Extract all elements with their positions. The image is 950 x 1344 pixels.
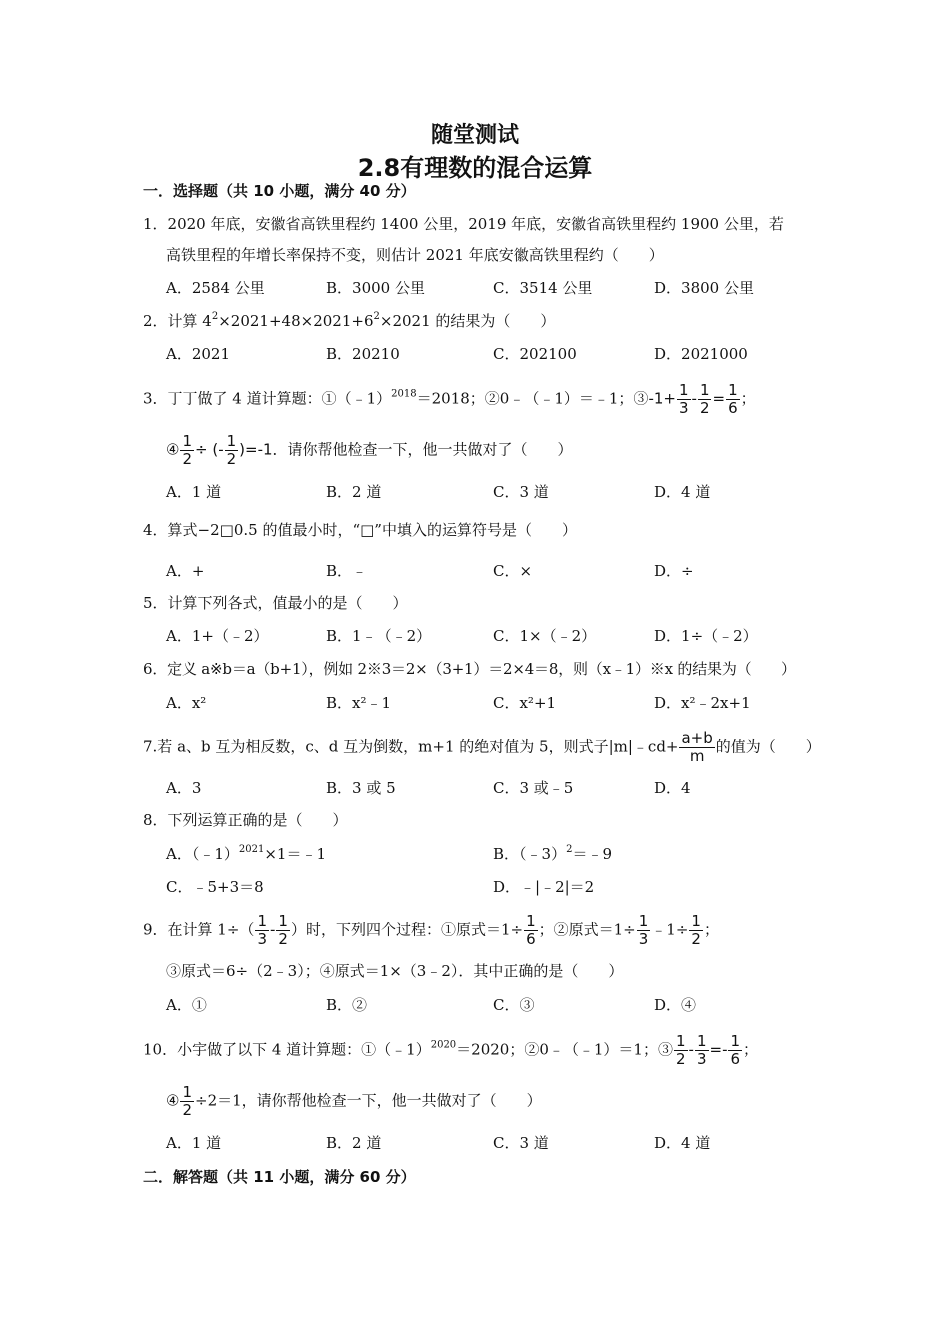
option-c[interactable]: C．3 或﹣5: [493, 779, 574, 797]
option-d[interactable]: D．÷: [654, 562, 694, 580]
question-5: 5．计算下列各式，值最小的是（ ）: [143, 594, 408, 612]
option-d[interactable]: D．④: [654, 996, 697, 1014]
option-b[interactable]: B．（﹣3）$^2$＝﹣9: [493, 844, 612, 863]
page-subtitle: 2.8有理数的混合运算: [357, 154, 593, 182]
page-title: 随堂测试: [430, 123, 519, 148]
option-d[interactable]: D．4 道: [654, 483, 711, 501]
question-2: [143, 309, 808, 333]
option-b[interactable]: B．﹣: [326, 562, 368, 580]
option-d[interactable]: D．﹣|﹣2|＝2: [493, 878, 595, 896]
q2-text-mid: ×2021+48×2021+6: [218, 312, 374, 330]
fraction: $\frac{1}{6}$: [730, 1032, 741, 1068]
question-10-line2: ④ $\frac{1}{2}$ ÷2＝1，请你帮他检查一下，他一共做对了（ ）: [166, 1083, 542, 1119]
option-c[interactable]: C．③: [493, 996, 535, 1014]
q7-text-post: 的值为（ ）: [715, 737, 821, 756]
question-3-line1: 3．丁丁做了 4 道计算题：①（﹣1）$^{2018}$＝2018；②0﹣（﹣1）＝﹣1；③-1+ $\frac{1}{3}$ - $\frac{1}{2}$ = $\frac{1}{6}$ ；: [143, 381, 756, 417]
question-7: [143, 729, 821, 765]
q3-text-pre: 3．丁丁做了 4 道计算题：①（﹣1）: [143, 389, 392, 408]
option-b[interactable]: B．x²﹣1: [326, 694, 392, 712]
question-7-options: [166, 776, 806, 800]
section-heading-choice: 一．选择题（共 10 小题，满分 40 分）: [143, 182, 416, 200]
question-1-line2: 高铁里程的年增长率保持不变，则估计 2021 年底安徽高铁里程约（ ）: [166, 246, 664, 264]
fraction: $\frac{1}{2}$: [699, 381, 710, 417]
option-c[interactable]: C．202100: [493, 345, 577, 363]
fraction: $\frac{1}{2}$: [278, 912, 288, 948]
question-9-options: [166, 993, 806, 1017]
option-c[interactable]: C．3514 公里: [493, 279, 593, 297]
option-c[interactable]: C．1×（﹣2）: [493, 627, 597, 645]
fraction: $\frac{1}{6}$: [526, 912, 536, 948]
option-b[interactable]: B．20210: [326, 345, 400, 363]
option-b[interactable]: B．1﹣（﹣2）: [326, 627, 432, 645]
option-d[interactable]: D．1÷（﹣2）: [654, 627, 758, 645]
question-9-line2: ③原式＝6÷（2﹣3）；④原式＝1×（3﹣2）．其中正确的是（ ）: [166, 962, 624, 980]
option-d[interactable]: D．3800 公里: [654, 279, 754, 297]
question-10-options: [166, 1131, 806, 1155]
fraction: $\frac{1}{3}$: [638, 912, 649, 948]
fraction: $\frac{1}{2}$: [182, 1083, 192, 1119]
option-a[interactable]: A．2021: [166, 345, 231, 363]
question-4: 4．算式−2□0.5 的值最小时，“□”中填入的运算符号是（ ）: [143, 521, 577, 539]
option-d[interactable]: D．4: [654, 779, 691, 797]
question-9-line1: 9．在计算 1÷（ $\frac{1}{3}$ - $\frac{1}{2}$ ）时，下列四个过程：①原式＝1÷ $\frac{1}{6}$ ；②原式＝1÷ $\frac{1}{3}$ ﹣1÷ $\frac{1}{2}$ ；: [143, 912, 719, 948]
fraction: $\frac{1}{3}$: [678, 381, 689, 417]
option-d[interactable]: D．2021000: [654, 345, 748, 363]
option-a[interactable]: A．①: [166, 996, 207, 1014]
option-c[interactable]: C．x²+1: [493, 694, 557, 712]
option-b[interactable]: B．②: [326, 996, 368, 1014]
question-1-line1: 1．2020 年底，安徽省高铁里程约 1400 公里，2019 年底，安徽省高铁里程约 1900 公里，若: [143, 215, 784, 233]
option-c[interactable]: C．3 道: [493, 1134, 549, 1152]
question-8-options-row2: [166, 875, 806, 899]
option-b[interactable]: B．2 道: [326, 1134, 382, 1152]
fraction: $\frac{1}{2}$: [691, 912, 701, 948]
option-c[interactable]: C．﹣5+3＝8: [166, 878, 264, 896]
option-a[interactable]: A．3: [166, 779, 202, 797]
option-a[interactable]: A．（﹣1）$^{2021}$×1＝﹣1: [166, 844, 326, 863]
option-c[interactable]: C．3 道: [493, 483, 549, 501]
option-a[interactable]: A．x²: [166, 694, 207, 712]
option-a[interactable]: A．2584 公里: [166, 279, 265, 297]
question-3-options: [166, 480, 806, 504]
option-d[interactable]: D．x²﹣2x+1: [654, 694, 751, 712]
fraction: $\frac{1}{6}$: [728, 381, 738, 417]
question-6-options: [166, 691, 806, 715]
q2-text-pre: 2．计算 4: [143, 312, 212, 330]
option-b[interactable]: B．3 或 5: [326, 779, 396, 797]
option-c[interactable]: C．×: [493, 562, 533, 580]
q3-exp: 2018: [391, 388, 417, 400]
fraction: $\frac{1}{3}$: [696, 1032, 707, 1068]
option-b[interactable]: B．2 道: [326, 483, 382, 501]
fraction: $\frac{1}{3}$: [257, 912, 267, 948]
q2-exp2: 2: [373, 311, 380, 322]
option-d[interactable]: D．4 道: [654, 1134, 711, 1152]
question-1-options: [166, 276, 806, 300]
q3-expr: -1+: [648, 389, 676, 408]
q2-exp1: 2: [211, 311, 219, 322]
option-a[interactable]: A．1+（﹣2）: [166, 627, 269, 645]
fraction: $\frac{1}{2}$: [182, 432, 192, 468]
fraction: $\frac{a+b}{m}$: [681, 729, 713, 765]
question-8-options-row1: [166, 842, 806, 866]
q3-text-mid: ＝2018；②0﹣（﹣1）＝﹣1；③: [416, 389, 649, 408]
fraction: $\frac{1}{2}$: [226, 432, 237, 468]
question-8: 8．下列运算正确的是（ ）: [143, 811, 348, 829]
question-10-line1: 10．小宇做了以下 4 道计算题：①（﹣1）$^{2020}$＝2020；②0﹣（﹣1）＝1；③ $\frac{1}{2}$ - $\frac{1}{3}$ =- $\frac{1}{6}$ ；: [143, 1032, 759, 1068]
q7-text-pre: 7.若 a、b 互为相反数，c、d 互为倒数，m+1 的绝对值为 5，则式子|m|﹣cd+: [143, 737, 679, 756]
fraction: $\frac{1}{2}$: [675, 1032, 686, 1068]
question-3-line2: ④ $\frac{1}{2}$ ÷ (- $\frac{1}{2}$ )=-1．请你帮他检查一下，他一共做对了（ ）: [166, 432, 573, 468]
option-a[interactable]: A．+: [166, 562, 205, 580]
option-a[interactable]: A．1 道: [166, 1134, 222, 1152]
option-b[interactable]: B．3000 公里: [326, 279, 425, 297]
question-5-options: [166, 624, 806, 648]
option-a[interactable]: A．1 道: [166, 483, 222, 501]
section-heading-answer: 二．解答题（共 11 小题，满分 60 分）: [143, 1168, 416, 1186]
q2-text-post: ×2021 的结果为（ ）: [379, 312, 556, 330]
question-6: 6．定义 a※b＝a（b+1），例如 2※3＝2×（3+1）＝2×4＝8，则（x﹣1）※x 的结果为（ ）: [143, 660, 796, 678]
question-2-options: [166, 342, 806, 366]
question-4-options: [166, 559, 806, 583]
